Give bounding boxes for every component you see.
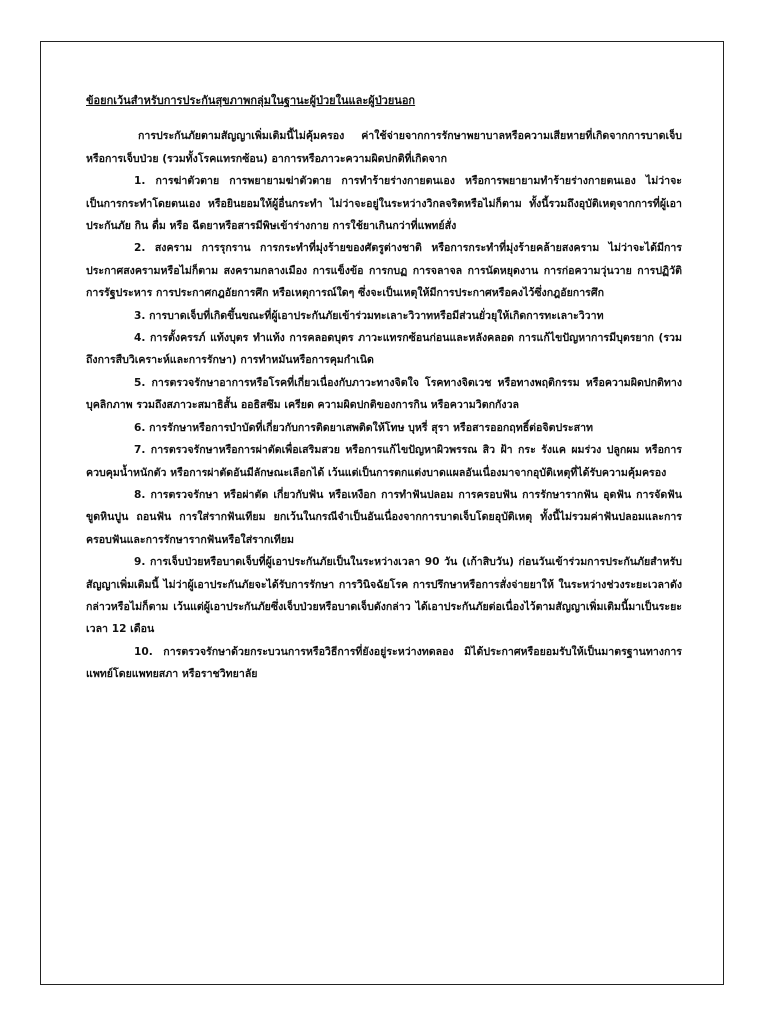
exclusion-item-3: 3. การบาดเจ็บที่เกิดขึ้นขณะที่ผู้เอาประกันภัยเข้าร่วมทะเลาะวิวาทหรือมีส่วนยั่วยุให้เกิดการทะเลาะวิวาท <box>134 309 604 322</box>
exclusion-item-10: 10. การตรวจรักษาด้วยกระบวนการหรือวิธีการที่ยังอยู่ระหว่างทดลอง มิได้ประกาศหรือยอมรับให้เป็นมาตรฐานทางการแพทย์โดยแพทยสภา หรือราชวิทยาลัย <box>86 645 682 681</box>
exclusion-item-1: 1. การฆ่าตัวตาย การพยายามฆ่าตัวตาย การทำร้ายร่างกายตนเอง หรือการพยายามทำร้ายร่างกายตนเอง ไม่ว่าจะเป็นการกระทำโดยตนเอง หรือยินยอมให้ผู้อื่นกระทำ ไม่ว่าจะอยู่ในระหว่างวิกลจริตหรือไม่ก็ตาม ทั้งนี้รวมถึงอุบัติเหตุจากการที่ผู้เอาประกันภัย กิน ดื่ม หรือ ฉีดยาหรือสารมีพิษเข้าร่างกาย การใช้ยาเกินกว่าที่แพทย์สั่ง <box>86 175 682 233</box>
exclusion-item-8: 8. การตรวจรักษา หรือผ่าตัด เกี่ยวกับฟัน หรือเหงือก การทำฟันปลอม การครอบฟัน การรักษารากฟัน อุดฟัน การจัดฟัน ขูดหินปูน ถอนฟัน การใส่รากฟันเทียม ยกเว้นในกรณีจำเป็นอันเนื่องจากการบาดเจ็บโดยอุบัติเหตุ ทั้งนี้ไม่รวมค่าฟันปลอมและการครอบฟันและการรักษารากฟันหรือใส่รากเทียม <box>86 488 682 546</box>
document-body <box>86 90 682 686</box>
intro-paragraph: การประกันภัยตามสัญญาเพิ่มเติมนี้ไม่คุ้มครอง ค่าใช้จ่ายจากการรักษาพยาบาลหรือความเสียหายที่เกิดจากการบาดเจ็บหรือการเจ็บป่วย (รวมทั้งโรคแทรกซ้อน) อาการหรือภาวะความผิดปกติที่เกิดจาก <box>86 130 682 165</box>
exclusion-item-6: 6. การรักษาหรือการบำบัดที่เกี่ยวกับการติดยาเสพติดให้โทษ บุหรี่ สุรา หรือสารออกฤทธิ์ต่อจิตประสาท <box>134 421 594 434</box>
exclusion-item-4: 4. การตั้งครรภ์ แท้งบุตร ทำแท้ง การคลอดบุตร ภาวะแทรกซ้อนก่อนและหลังคลอด การแก้ไขปัญหาการมีบุตรยาก (รวมถึงการสืบวิเคราะห์และการรักษา) การทำหมันหรือการคุมกำเนิด <box>86 332 682 367</box>
exclusion-item-5: 5. การตรวจรักษาอาการหรือโรคที่เกี่ยวเนื่องกับภาวะทางจิตใจ โรคทางจิตเวช หรือทางพฤติกรรม หรือความผิดปกติทางบุคลิกภาพ รวมถึงสภาวะสมาธิสั้น ออธิสซึม เครียด ความผิดปกติของการกิน หรือความวิตกกังวล <box>86 376 682 412</box>
document-heading: ข้อยกเว้นสำหรับการประกันสุขภาพกลุ่มในฐานะผู้ป่วยในและผู้ป่วยนอก <box>86 94 416 107</box>
exclusion-item-7: 7. การตรวจรักษาหรือการผ่าตัดเพื่อเสริมสวย หรือการแก้ไขปัญหาผิวพรรณ สิว ฝ้า กระ รังแค ผมร่วง ปลูกผม หรือการควบคุมน้ำหนักตัว หรือการผ่าตัดอันมีลักษณะเลือกได้ เว้นแต่เป็นการตกแต่งบาดแผลอันเนื่องมาจากอุบัติเหตุที่ได้รับความคุ้มครอง <box>86 444 682 479</box>
exclusion-item-9: 9. การเจ็บป่วยหรือบาดเจ็บที่ผู้เอาประกันภัยเป็นในระหว่างเวลา 90 วัน (เก้าสิบวัน) ก่อนวันเข้าร่วมการประกันภัยสำหรับสัญญาเพิ่มเติมนี้ ไม่ว่าผู้เอาประกันภัยจะได้รับการรักษา การวินิจฉัยโรค การปรึกษาหรือการสั่งจ่ายยาให้ ในระหว่างช่วงระยะเวลาดังกล่าวหรือไม่ก็ตาม เว้นแต่ผู้เอาประกันภัยซึ่งเจ็บป่วยหรือบาดเจ็บดังกล่าว ได้เอาประกันภัยต่อเนื่องไว้ตามสัญญาเพิ่มเติมนี้มาเป็นระยะเวลา 12 เดือน <box>86 556 682 636</box>
exclusion-item-2: 2. สงคราม การรุกราน การกระทำที่มุ่งร้ายของศัตรูต่างชาติ หรือการกระทำที่มุ่งร้ายคล้ายสงคราม ไม่ว่าจะได้มีการประกาศสงครามหรือไม่ก็ตาม สงครามกลางเมือง การแข็งข้อ การกบฏ การจลาจล การนัดหยุดงาน การก่อความวุ่นวาย การปฏิวัติ การรัฐประหาร การประกาศกฎอัยการศึก หรือเหตุการณ์ใดๆ ซึ่งจะเป็นเหตุให้มีการประกาศหรือคงไว้ซึ่งกฎอัยการศึก <box>86 242 682 300</box>
